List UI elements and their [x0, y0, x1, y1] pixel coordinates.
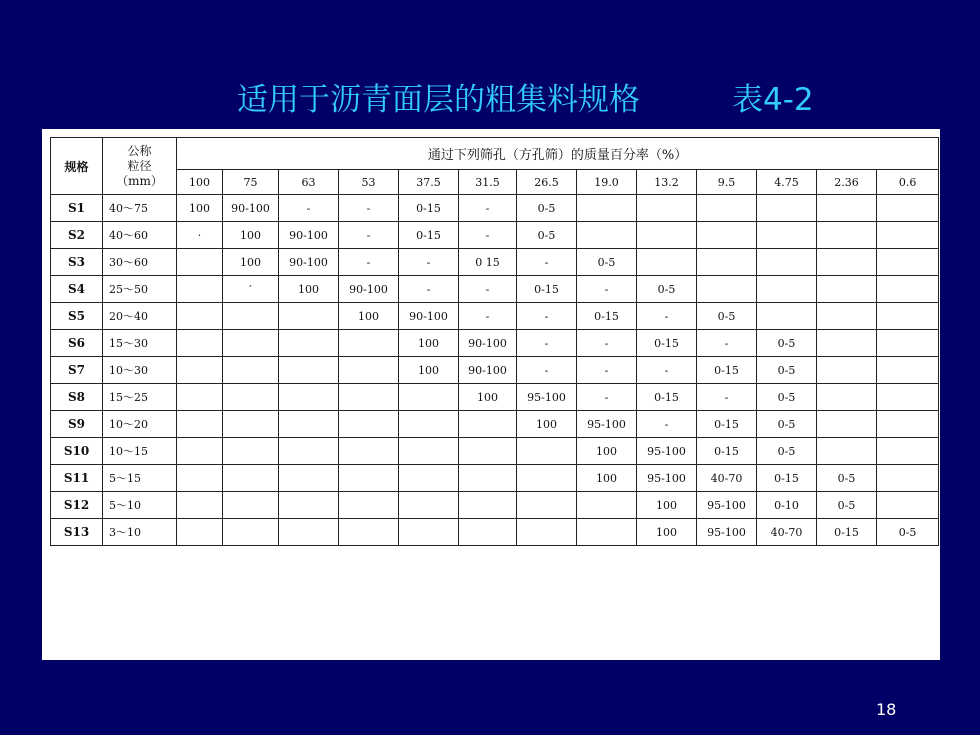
percent-passing-cell: 0-5	[757, 330, 817, 357]
table-panel	[42, 129, 940, 660]
percent-passing-cell: 100	[577, 438, 637, 465]
percent-passing-cell	[817, 384, 877, 411]
percent-passing-cell	[399, 465, 459, 492]
spec-cell: S10	[51, 438, 103, 465]
percent-passing-cell	[279, 519, 339, 546]
percent-passing-cell: 0-5	[757, 384, 817, 411]
percent-passing-cell	[459, 438, 517, 465]
table-row	[51, 195, 939, 222]
percent-passing-cell: 95-100	[637, 438, 697, 465]
percent-passing-cell: 90-100	[459, 330, 517, 357]
percent-passing-cell	[637, 249, 697, 276]
spec-cell: S1	[51, 195, 103, 222]
percent-passing-cell	[223, 384, 279, 411]
percent-passing-cell: 40-70	[757, 519, 817, 546]
percent-passing-cell	[223, 330, 279, 357]
percent-passing-cell	[817, 411, 877, 438]
percent-passing-cell: 0 15	[459, 249, 517, 276]
percent-passing-cell	[339, 492, 399, 519]
percent-passing-cell	[697, 195, 757, 222]
table-row	[51, 411, 939, 438]
percent-passing-cell	[177, 330, 223, 357]
percent-passing-cell	[877, 276, 939, 303]
table-row	[51, 465, 939, 492]
nominal-size-cell: 20～40	[103, 303, 177, 330]
percent-passing-cell: -	[339, 249, 399, 276]
percent-passing-cell: 0-15	[517, 276, 577, 303]
table-row	[51, 492, 939, 519]
percent-passing-cell: 100	[637, 492, 697, 519]
percent-passing-cell	[279, 411, 339, 438]
percent-passing-cell	[223, 492, 279, 519]
percent-passing-cell	[399, 411, 459, 438]
percent-passing-cell: 0-15	[697, 438, 757, 465]
table-row	[51, 330, 939, 357]
percent-passing-cell: 0-15	[757, 465, 817, 492]
sieve-size-header: 13.2	[637, 170, 697, 195]
percent-passing-cell	[339, 384, 399, 411]
percent-passing-cell: 100	[279, 276, 339, 303]
percent-passing-cell: -	[459, 195, 517, 222]
percent-passing-cell: 95-100	[637, 465, 697, 492]
table-body	[51, 195, 939, 546]
percent-passing-cell: 0-5	[757, 411, 817, 438]
percent-passing-cell	[877, 357, 939, 384]
percent-passing-cell	[697, 249, 757, 276]
percent-passing-cell	[577, 222, 637, 249]
percent-passing-cell	[697, 276, 757, 303]
percent-passing-cell	[637, 222, 697, 249]
percent-passing-cell	[177, 384, 223, 411]
nominal-size-cell: 40～60	[103, 222, 177, 249]
percent-passing-cell	[177, 249, 223, 276]
percent-passing-cell: 100	[637, 519, 697, 546]
percent-passing-cell	[757, 303, 817, 330]
percent-passing-cell: -	[517, 357, 577, 384]
percent-passing-cell	[459, 519, 517, 546]
percent-passing-cell	[177, 492, 223, 519]
percent-passing-cell	[517, 438, 577, 465]
spec-cell: S11	[51, 465, 103, 492]
passing-percentage-header: 通过下列筛孔（方孔筛）的质量百分率（%）	[177, 138, 939, 170]
percent-passing-cell	[279, 384, 339, 411]
percent-passing-cell: 90-100	[399, 303, 459, 330]
percent-passing-cell	[817, 438, 877, 465]
percent-passing-cell: -	[459, 303, 517, 330]
percent-passing-cell: 0-15	[697, 357, 757, 384]
percent-passing-cell: 95-100	[697, 492, 757, 519]
spec-cell: S13	[51, 519, 103, 546]
percent-passing-cell	[877, 249, 939, 276]
percent-passing-cell	[399, 384, 459, 411]
spec-header: 规格	[51, 138, 103, 195]
sieve-size-header: 2.36	[817, 170, 877, 195]
spec-cell: S7	[51, 357, 103, 384]
table-number: 表4-2	[732, 82, 814, 118]
percent-passing-cell: -	[637, 303, 697, 330]
nominal-size-cell: 15～25	[103, 384, 177, 411]
percent-passing-cell	[399, 438, 459, 465]
percent-passing-cell: 0-15	[399, 195, 459, 222]
percent-passing-cell	[399, 492, 459, 519]
table-row	[51, 276, 939, 303]
percent-passing-cell: 100	[459, 384, 517, 411]
sieve-size-header: 53	[339, 170, 399, 195]
table-row	[51, 519, 939, 546]
percent-passing-cell: 0-5	[577, 249, 637, 276]
percent-passing-cell: -	[339, 222, 399, 249]
percent-passing-cell: -	[517, 249, 577, 276]
percent-passing-cell: 95-100	[577, 411, 637, 438]
nominal-size-cell: 5～15	[103, 465, 177, 492]
percent-passing-cell: 0-5	[517, 195, 577, 222]
percent-passing-cell	[697, 222, 757, 249]
percent-passing-cell: -	[577, 384, 637, 411]
percent-passing-cell: 0-5	[637, 276, 697, 303]
percent-passing-cell: 40-70	[697, 465, 757, 492]
nominal-size-cell: 40～75	[103, 195, 177, 222]
percent-passing-cell	[223, 357, 279, 384]
percent-passing-cell: 100	[339, 303, 399, 330]
percent-passing-cell: 100	[517, 411, 577, 438]
percent-passing-cell	[459, 465, 517, 492]
percent-passing-cell	[279, 357, 339, 384]
percent-passing-cell	[817, 303, 877, 330]
percent-passing-cell: 100	[223, 249, 279, 276]
percent-passing-cell: -	[577, 330, 637, 357]
percent-passing-cell	[817, 222, 877, 249]
percent-passing-cell	[817, 330, 877, 357]
percent-passing-cell: 100	[399, 357, 459, 384]
percent-passing-cell	[877, 492, 939, 519]
nominal-size-header	[103, 138, 177, 195]
percent-passing-cell	[877, 438, 939, 465]
sieve-size-header: 100	[177, 170, 223, 195]
sieve-size-header: 75	[223, 170, 279, 195]
percent-passing-cell: -	[637, 411, 697, 438]
percent-passing-cell	[459, 411, 517, 438]
nominal-header-line1: 公称	[127, 143, 152, 158]
percent-passing-cell	[339, 465, 399, 492]
sieve-size-header: 37.5	[399, 170, 459, 195]
percent-passing-cell: ·	[177, 222, 223, 249]
percent-passing-cell	[877, 411, 939, 438]
percent-passing-cell: 0-5	[757, 357, 817, 384]
percent-passing-cell	[459, 492, 517, 519]
percent-passing-cell	[177, 357, 223, 384]
percent-passing-cell	[339, 411, 399, 438]
table-row	[51, 249, 939, 276]
percent-passing-cell	[817, 357, 877, 384]
percent-passing-cell	[177, 519, 223, 546]
nominal-header-line3: （mm）	[116, 173, 163, 188]
percent-passing-cell: 0-15	[577, 303, 637, 330]
nominal-size-cell: 10～20	[103, 411, 177, 438]
percent-passing-cell: 100	[177, 195, 223, 222]
percent-passing-cell: -	[517, 330, 577, 357]
percent-passing-cell: 0-15	[637, 384, 697, 411]
percent-passing-cell	[757, 222, 817, 249]
table-row	[51, 303, 939, 330]
nominal-size-cell: 10～15	[103, 438, 177, 465]
spec-cell: S5	[51, 303, 103, 330]
percent-passing-cell	[817, 195, 877, 222]
percent-passing-cell: -	[577, 357, 637, 384]
percent-passing-cell: -	[697, 330, 757, 357]
percent-passing-cell: 0-15	[817, 519, 877, 546]
percent-passing-cell: -	[517, 303, 577, 330]
nominal-size-cell: 25～50	[103, 276, 177, 303]
percent-passing-cell	[339, 519, 399, 546]
percent-passing-cell	[223, 519, 279, 546]
nominal-size-cell: 15～30	[103, 330, 177, 357]
spec-cell: S9	[51, 411, 103, 438]
table-row	[51, 438, 939, 465]
percent-passing-cell: -	[697, 384, 757, 411]
percent-passing-cell	[757, 195, 817, 222]
sieve-size-header: 0.6	[877, 170, 939, 195]
percent-passing-cell: -	[459, 276, 517, 303]
percent-passing-cell	[577, 492, 637, 519]
sieve-size-row	[51, 170, 939, 195]
percent-passing-cell: 0-15	[637, 330, 697, 357]
percent-passing-cell: 95-100	[517, 384, 577, 411]
sieve-size-header: 26.5	[517, 170, 577, 195]
nominal-size-cell: 30～60	[103, 249, 177, 276]
percent-passing-cell: 0-5	[517, 222, 577, 249]
percent-passing-cell	[757, 249, 817, 276]
percent-passing-cell: -	[339, 195, 399, 222]
spec-cell: S4	[51, 276, 103, 303]
percent-passing-cell	[339, 357, 399, 384]
percent-passing-cell	[223, 465, 279, 492]
percent-passing-cell	[577, 195, 637, 222]
percent-passing-cell	[517, 519, 577, 546]
percent-passing-cell	[177, 411, 223, 438]
percent-passing-cell	[223, 438, 279, 465]
percent-passing-cell	[279, 438, 339, 465]
percent-passing-cell: 90-100	[459, 357, 517, 384]
sieve-size-header: 9.5	[697, 170, 757, 195]
percent-passing-cell	[223, 411, 279, 438]
percent-passing-cell: -	[459, 222, 517, 249]
percent-passing-cell: -	[637, 357, 697, 384]
aggregate-spec-table	[50, 137, 939, 546]
percent-passing-cell: 0-15	[399, 222, 459, 249]
percent-passing-cell: 0-5	[817, 465, 877, 492]
percent-passing-cell	[399, 519, 459, 546]
percent-passing-cell	[757, 276, 817, 303]
nominal-size-cell: 3～10	[103, 519, 177, 546]
nominal-size-cell: 10～30	[103, 357, 177, 384]
spec-cell: S12	[51, 492, 103, 519]
percent-passing-cell	[637, 195, 697, 222]
percent-passing-cell	[877, 303, 939, 330]
percent-passing-cell	[877, 330, 939, 357]
percent-passing-cell: -	[577, 276, 637, 303]
percent-passing-cell: 0-15	[697, 411, 757, 438]
percent-passing-cell: 0-5	[817, 492, 877, 519]
percent-passing-cell: -	[279, 195, 339, 222]
spec-cell: S2	[51, 222, 103, 249]
percent-passing-cell: 0-5	[757, 438, 817, 465]
percent-passing-cell	[577, 519, 637, 546]
percent-passing-cell	[279, 492, 339, 519]
percent-passing-cell: 0-10	[757, 492, 817, 519]
percent-passing-cell	[279, 465, 339, 492]
percent-passing-cell	[177, 438, 223, 465]
percent-passing-cell: 0-5	[877, 519, 939, 546]
percent-passing-cell: 90-100	[339, 276, 399, 303]
percent-passing-cell: 90-100	[223, 195, 279, 222]
percent-passing-cell	[817, 276, 877, 303]
sieve-size-header: 4.75	[757, 170, 817, 195]
percent-passing-cell	[517, 465, 577, 492]
sieve-size-header: 19.0	[577, 170, 637, 195]
spec-cell: S6	[51, 330, 103, 357]
table-row	[51, 384, 939, 411]
percent-passing-cell	[877, 222, 939, 249]
percent-passing-cell	[877, 465, 939, 492]
slide-title	[0, 78, 980, 122]
percent-passing-cell: ′	[223, 276, 279, 303]
spec-cell: S3	[51, 249, 103, 276]
percent-passing-cell: 95-100	[697, 519, 757, 546]
percent-passing-cell	[223, 303, 279, 330]
table-row	[51, 357, 939, 384]
percent-passing-cell	[877, 195, 939, 222]
percent-passing-cell: -	[399, 276, 459, 303]
page-number: 18	[876, 700, 897, 719]
percent-passing-cell	[279, 330, 339, 357]
nominal-header-line2: 粒径	[127, 158, 152, 173]
sieve-size-header: 63	[279, 170, 339, 195]
table-row	[51, 222, 939, 249]
percent-passing-cell	[177, 465, 223, 492]
percent-passing-cell: 100	[223, 222, 279, 249]
percent-passing-cell	[517, 492, 577, 519]
percent-passing-cell: 0-5	[697, 303, 757, 330]
percent-passing-cell: 100	[399, 330, 459, 357]
percent-passing-cell	[877, 384, 939, 411]
percent-passing-cell	[817, 249, 877, 276]
percent-passing-cell	[339, 438, 399, 465]
sieve-size-header: 31.5	[459, 170, 517, 195]
spec-cell: S8	[51, 384, 103, 411]
percent-passing-cell	[339, 330, 399, 357]
percent-passing-cell: 100	[577, 465, 637, 492]
percent-passing-cell: 90-100	[279, 222, 339, 249]
percent-passing-cell: 90-100	[279, 249, 339, 276]
percent-passing-cell	[279, 303, 339, 330]
percent-passing-cell	[177, 303, 223, 330]
percent-passing-cell: -	[399, 249, 459, 276]
title-text: 适用于沥青面层的粗集料规格	[237, 82, 640, 118]
percent-passing-cell	[177, 276, 223, 303]
nominal-size-cell: 5～10	[103, 492, 177, 519]
